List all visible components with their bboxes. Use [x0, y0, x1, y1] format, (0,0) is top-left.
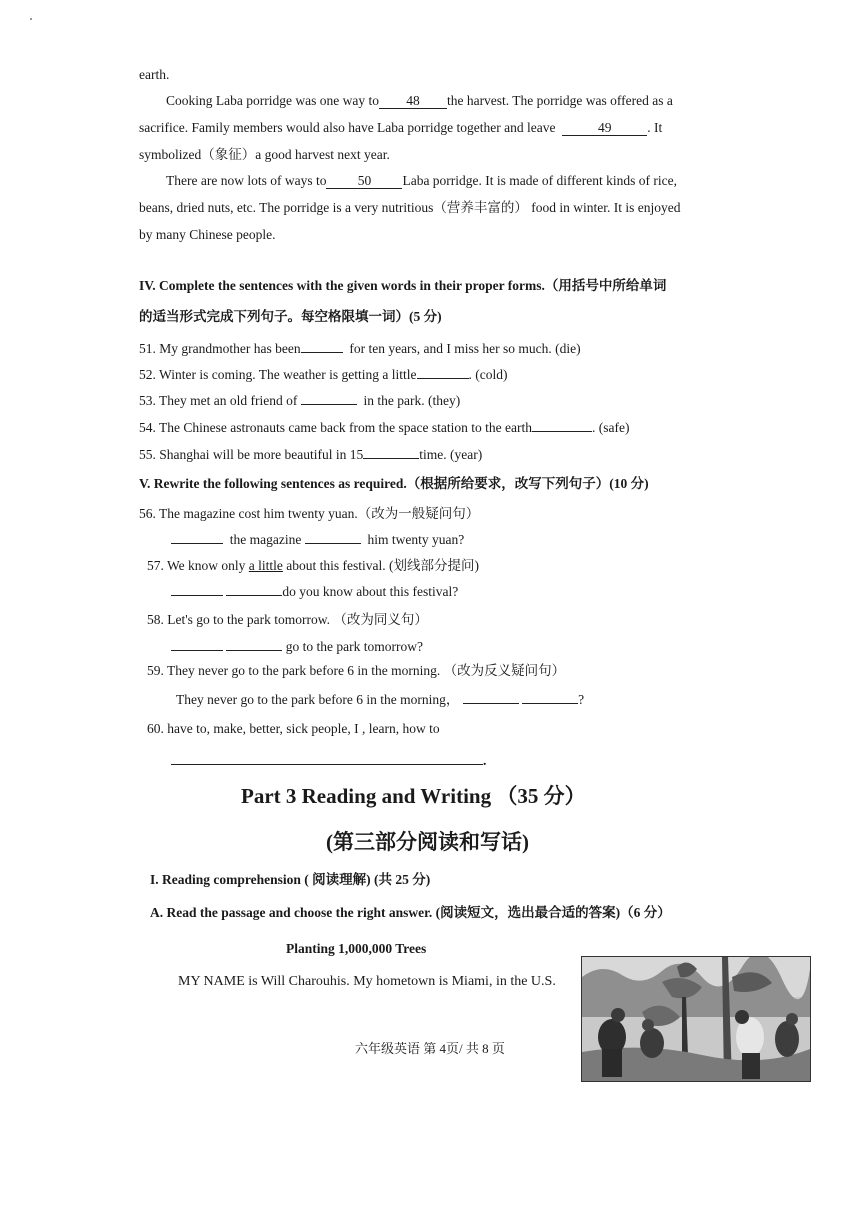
answer-58-blank-2[interactable]: [226, 650, 282, 651]
passage-title: Planting 1,000,000 Trees: [286, 941, 427, 956]
answer-58-blank-1[interactable]: [171, 650, 223, 651]
section-4-heading-line1: IV. Complete the sentences with the given words in their proper forms.（用括号中所给单词: [139, 278, 667, 293]
question-51: 51. My grandmother has been for ten years, and I miss her so much. (die): [139, 341, 581, 356]
blank-50[interactable]: 50: [326, 173, 402, 189]
question-60: 60. have to, make, better, sick people, I , learn, how to: [147, 721, 440, 736]
answer-60-blank[interactable]: [171, 764, 483, 765]
passage-first-line: MY NAME is Will Charouhis. My hometown is Miami, in the U.S.: [178, 974, 556, 989]
answer-56-blank-1[interactable]: [171, 543, 223, 544]
answer-57-blank-2[interactable]: [226, 595, 282, 596]
part-3-subtitle: (第三部分阅读和写话): [326, 830, 529, 854]
passage-line-2: Cooking Laba porridge was one way to 48 the harvest. The porridge was offered as a: [166, 93, 673, 108]
passage-line-1: earth.: [139, 67, 170, 82]
passage-line-7: by many Chinese people.: [139, 227, 276, 242]
answer-51[interactable]: [301, 352, 343, 353]
scan-speck: [30, 18, 32, 20]
answer-55[interactable]: [363, 458, 419, 459]
blank-49[interactable]: 49: [562, 120, 647, 136]
blank-48[interactable]: 48: [379, 93, 447, 109]
question-56: 56. The magazine cost him twenty yuan.（改为一般疑问句）: [139, 506, 480, 521]
section-5-heading: V. Rewrite the following sentences as required.（根据所给要求，改写下列句子）(10 分): [139, 476, 649, 491]
passage-line-5: There are now lots of ways to 50 Laba porridge. It is made of different kinds of rice,: [166, 173, 677, 188]
answer-57-blank-1[interactable]: [171, 595, 223, 596]
section-4-heading-line2: 的适当形式完成下列句子。每空格限填一词）(5 分): [139, 309, 442, 324]
answer-59-blank-1[interactable]: [463, 703, 519, 704]
question-55: 55. Shanghai will be more beautiful in 15 time. (year): [139, 447, 483, 462]
passage-line-4: symbolized（象征）a good harvest next year.: [139, 147, 390, 162]
question-56-answer-line: the magazine him twenty yuan?: [171, 531, 464, 549]
question-53: 53. They met an old friend of in the park. (they): [139, 393, 461, 408]
question-59-answer-line: They never go to the park before 6 in the morning， ?: [176, 692, 585, 707]
question-58-answer-line: go to the park tomorrow?: [171, 638, 423, 656]
question-52: 52. Winter is coming. The weather is getting a little . (cold): [139, 367, 508, 382]
question-57-answer-line: do you know about this festival?: [171, 583, 458, 601]
answer-52[interactable]: [417, 378, 469, 379]
answer-59-blank-2[interactable]: [522, 703, 578, 704]
answer-53[interactable]: [301, 404, 357, 405]
section-a-heading: A. Read the passage and choose the right answer. (阅读短文，选出最合适的答案)（6 分）: [150, 905, 671, 920]
question-57: 57. We know only a little about this festival. (划线部分提问): [147, 558, 480, 573]
answer-56-blank-2[interactable]: [305, 543, 361, 544]
reading-comprehension-heading: I. Reading comprehension ( 阅读理解) (共 25 分): [150, 872, 431, 887]
question-54: 54. The Chinese astronauts came back from the space station to the earth . (safe): [139, 420, 630, 435]
question-58: 58. Let's go to the park tomorrow. （改为同义句）: [147, 612, 428, 627]
answer-54[interactable]: [532, 431, 592, 432]
tree-planting-photo: [581, 956, 811, 1082]
question-59: 59. They never go to the park before 6 in the morning. （改为反义疑问句）: [147, 663, 566, 678]
passage-line-6: beans, dried nuts, etc. The porridge is a very nutritious（营养丰富的） food in winter. It is enjoyed: [139, 200, 681, 215]
passage-line-3: sacrifice. Family members would also have Laba porridge together and leave 49 . It: [139, 120, 663, 135]
question-60-answer-line: .: [171, 752, 486, 770]
part-3-title: Part 3 Reading and Writing （35 分）: [241, 784, 586, 808]
page-footer: 六年级英语 第 4页/ 共 8 页: [355, 1041, 505, 1056]
